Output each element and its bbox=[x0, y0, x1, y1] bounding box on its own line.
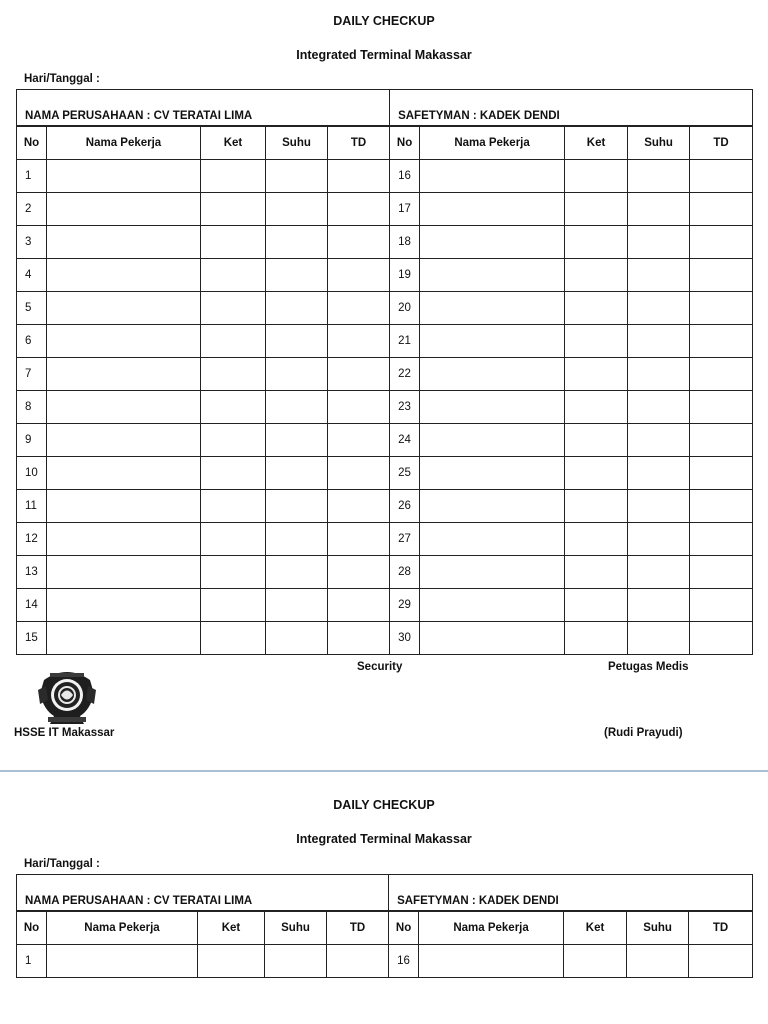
td-cell[interactable] bbox=[690, 490, 753, 523]
page-divider bbox=[0, 770, 768, 772]
td-cell[interactable] bbox=[690, 292, 753, 325]
col-header-no: No bbox=[390, 126, 420, 160]
td-cell[interactable] bbox=[328, 523, 390, 556]
worker-name-cell[interactable] bbox=[47, 325, 201, 358]
ket-cell[interactable] bbox=[201, 193, 266, 226]
suhu-cell[interactable] bbox=[628, 226, 690, 259]
row-number: 14 bbox=[17, 589, 47, 622]
suhu-cell[interactable] bbox=[266, 589, 328, 622]
ket-cell[interactable] bbox=[201, 556, 266, 589]
td-cell[interactable] bbox=[328, 391, 390, 424]
suhu-cell[interactable] bbox=[266, 193, 328, 226]
suhu-cell[interactable] bbox=[266, 325, 328, 358]
suhu-cell[interactable] bbox=[628, 325, 690, 358]
worker-name-cell[interactable] bbox=[47, 226, 201, 259]
row-number: 23 bbox=[390, 391, 420, 424]
worker-name-cell[interactable] bbox=[420, 292, 565, 325]
table-row bbox=[17, 556, 753, 589]
security-label: Security bbox=[357, 661, 403, 673]
ket-cell[interactable] bbox=[564, 945, 627, 978]
td-cell[interactable] bbox=[328, 292, 390, 325]
worker-name-cell[interactable] bbox=[420, 358, 565, 391]
ket-cell[interactable] bbox=[565, 259, 628, 292]
row-number: 10 bbox=[17, 457, 47, 490]
worker-name-cell[interactable] bbox=[419, 945, 564, 978]
worker-name-cell[interactable] bbox=[420, 457, 565, 490]
ket-cell[interactable] bbox=[565, 490, 628, 523]
worker-name-cell[interactable] bbox=[47, 490, 201, 523]
col-header-name: Nama Pekerja bbox=[419, 911, 564, 945]
row-number: 1 bbox=[17, 945, 47, 978]
td-cell[interactable] bbox=[327, 945, 389, 978]
td-cell[interactable] bbox=[328, 259, 390, 292]
suhu-cell[interactable] bbox=[266, 622, 328, 655]
td-cell[interactable] bbox=[328, 589, 390, 622]
col-header-suhu: Suhu bbox=[628, 126, 690, 160]
col-header-td: TD bbox=[328, 126, 390, 160]
td-cell[interactable] bbox=[690, 589, 753, 622]
table-row bbox=[17, 523, 753, 556]
row-number: 17 bbox=[390, 193, 420, 226]
suhu-cell[interactable] bbox=[266, 160, 328, 193]
worker-name-cell[interactable] bbox=[420, 325, 565, 358]
worker-name-cell[interactable] bbox=[47, 292, 201, 325]
td-cell[interactable] bbox=[690, 391, 753, 424]
row-number: 4 bbox=[17, 259, 47, 292]
td-cell[interactable] bbox=[690, 523, 753, 556]
medic-name: (Rudi Prayudi) bbox=[604, 727, 683, 739]
worker-name-cell[interactable] bbox=[420, 259, 565, 292]
td-cell[interactable] bbox=[690, 358, 753, 391]
worker-name-cell[interactable] bbox=[47, 457, 201, 490]
suhu-cell[interactable] bbox=[266, 457, 328, 490]
row-number: 20 bbox=[390, 292, 420, 325]
column-header-row bbox=[17, 911, 753, 945]
col-header-no: No bbox=[17, 126, 47, 160]
suhu-cell[interactable] bbox=[266, 226, 328, 259]
td-cell[interactable] bbox=[328, 325, 390, 358]
td-cell[interactable] bbox=[328, 226, 390, 259]
col-header-suhu: Suhu bbox=[627, 911, 689, 945]
row-number: 18 bbox=[390, 226, 420, 259]
td-cell[interactable] bbox=[690, 556, 753, 589]
row-number: 27 bbox=[390, 523, 420, 556]
td-cell[interactable] bbox=[328, 358, 390, 391]
row-number: 2 bbox=[17, 193, 47, 226]
td-cell[interactable] bbox=[690, 424, 753, 457]
row-number: 24 bbox=[390, 424, 420, 457]
ket-cell[interactable] bbox=[565, 358, 628, 391]
worker-name-cell[interactable] bbox=[47, 160, 201, 193]
ket-cell[interactable] bbox=[201, 160, 266, 193]
ket-cell[interactable] bbox=[565, 391, 628, 424]
td-cell[interactable] bbox=[689, 945, 753, 978]
worker-name-cell[interactable] bbox=[420, 424, 565, 457]
column-header-row bbox=[17, 126, 753, 160]
td-cell[interactable] bbox=[690, 622, 753, 655]
ket-cell[interactable] bbox=[565, 226, 628, 259]
company-label: NAMA PERUSAHAAN : CV TERATAI LIMA bbox=[17, 90, 390, 127]
hsse-emblem-icon bbox=[36, 664, 98, 726]
suhu-cell[interactable] bbox=[628, 490, 690, 523]
ket-cell[interactable] bbox=[565, 622, 628, 655]
col-header-ket: Ket bbox=[198, 911, 265, 945]
worker-name-cell[interactable] bbox=[420, 226, 565, 259]
date-label: Hari/Tanggal : bbox=[24, 73, 100, 85]
suhu-cell[interactable] bbox=[266, 391, 328, 424]
ket-cell[interactable] bbox=[565, 556, 628, 589]
row-number: 8 bbox=[17, 391, 47, 424]
checkup-sheet-2 bbox=[0, 774, 768, 1024]
td-cell[interactable] bbox=[328, 490, 390, 523]
row-number: 29 bbox=[390, 589, 420, 622]
ket-cell[interactable] bbox=[201, 457, 266, 490]
suhu-cell[interactable] bbox=[266, 490, 328, 523]
table-row bbox=[17, 325, 753, 358]
row-number: 12 bbox=[17, 523, 47, 556]
company-label: NAMA PERUSAHAAN : CV TERATAI LIMA bbox=[17, 875, 389, 912]
worker-name-cell[interactable] bbox=[420, 160, 565, 193]
suhu-cell[interactable] bbox=[628, 358, 690, 391]
row-number: 30 bbox=[390, 622, 420, 655]
ket-cell[interactable] bbox=[201, 424, 266, 457]
row-number: 3 bbox=[17, 226, 47, 259]
safetyman-label: SAFETYMAN : KADEK DENDI bbox=[389, 875, 753, 912]
company-row bbox=[17, 90, 753, 127]
sheet-title: DAILY CHECKUP bbox=[333, 798, 435, 812]
table-row bbox=[17, 424, 753, 457]
ket-cell[interactable] bbox=[565, 160, 628, 193]
sheet-title: DAILY CHECKUP bbox=[333, 14, 435, 28]
td-cell[interactable] bbox=[690, 226, 753, 259]
col-header-ket: Ket bbox=[201, 126, 266, 160]
td-cell[interactable] bbox=[328, 457, 390, 490]
date-label: Hari/Tanggal : bbox=[24, 858, 100, 870]
suhu-cell[interactable] bbox=[628, 193, 690, 226]
suhu-cell[interactable] bbox=[628, 556, 690, 589]
worker-name-cell[interactable] bbox=[47, 589, 201, 622]
ket-cell[interactable] bbox=[201, 490, 266, 523]
ket-cell[interactable] bbox=[565, 424, 628, 457]
worker-name-cell[interactable] bbox=[420, 589, 565, 622]
worker-name-cell[interactable] bbox=[47, 259, 201, 292]
ket-cell[interactable] bbox=[565, 523, 628, 556]
sheet-subtitle: Integrated Terminal Makassar bbox=[296, 48, 472, 62]
ket-cell[interactable] bbox=[565, 292, 628, 325]
medic-label: Petugas Medis bbox=[608, 661, 689, 673]
suhu-cell[interactable] bbox=[266, 556, 328, 589]
worker-name-cell[interactable] bbox=[420, 556, 565, 589]
table-row bbox=[17, 259, 753, 292]
row-number: 16 bbox=[390, 160, 420, 193]
row-number: 22 bbox=[390, 358, 420, 391]
col-header-td: TD bbox=[689, 911, 753, 945]
col-header-td: TD bbox=[327, 911, 389, 945]
table-row bbox=[17, 292, 753, 325]
ket-cell[interactable] bbox=[565, 457, 628, 490]
row-number: 5 bbox=[17, 292, 47, 325]
suhu-cell[interactable] bbox=[628, 424, 690, 457]
worker-name-cell[interactable] bbox=[47, 391, 201, 424]
row-number: 21 bbox=[390, 325, 420, 358]
td-cell[interactable] bbox=[328, 160, 390, 193]
row-number: 6 bbox=[17, 325, 47, 358]
ket-cell[interactable] bbox=[201, 358, 266, 391]
col-header-td: TD bbox=[690, 126, 753, 160]
suhu-cell[interactable] bbox=[628, 259, 690, 292]
table-row bbox=[17, 358, 753, 391]
checkup-table bbox=[16, 874, 753, 978]
col-header-no: No bbox=[389, 911, 419, 945]
table-row bbox=[17, 457, 753, 490]
suhu-cell[interactable] bbox=[628, 457, 690, 490]
row-number: 9 bbox=[17, 424, 47, 457]
company-row bbox=[17, 875, 753, 912]
row-number: 28 bbox=[390, 556, 420, 589]
suhu-cell[interactable] bbox=[628, 292, 690, 325]
suhu-cell[interactable] bbox=[628, 622, 690, 655]
ket-cell[interactable] bbox=[565, 589, 628, 622]
table-row bbox=[17, 622, 753, 655]
td-cell[interactable] bbox=[690, 259, 753, 292]
row-number: 7 bbox=[17, 358, 47, 391]
row-number: 16 bbox=[389, 945, 419, 978]
row-number: 13 bbox=[17, 556, 47, 589]
suhu-cell[interactable] bbox=[628, 589, 690, 622]
ket-cell[interactable] bbox=[201, 589, 266, 622]
suhu-cell[interactable] bbox=[266, 523, 328, 556]
worker-name-cell[interactable] bbox=[47, 622, 201, 655]
suhu-cell[interactable] bbox=[628, 391, 690, 424]
worker-name-cell[interactable] bbox=[47, 523, 201, 556]
ket-cell[interactable] bbox=[201, 325, 266, 358]
ket-cell[interactable] bbox=[201, 259, 266, 292]
suhu-cell[interactable] bbox=[265, 945, 327, 978]
col-header-suhu: Suhu bbox=[266, 126, 328, 160]
worker-name-cell[interactable] bbox=[420, 490, 565, 523]
suhu-cell[interactable] bbox=[266, 259, 328, 292]
col-header-name: Nama Pekerja bbox=[420, 126, 565, 160]
suhu-cell[interactable] bbox=[266, 292, 328, 325]
ket-cell[interactable] bbox=[201, 622, 266, 655]
table-row bbox=[17, 490, 753, 523]
ket-cell[interactable] bbox=[565, 325, 628, 358]
suhu-cell[interactable] bbox=[266, 424, 328, 457]
col-header-name: Nama Pekerja bbox=[47, 126, 201, 160]
worker-name-cell[interactable] bbox=[420, 391, 565, 424]
td-cell[interactable] bbox=[690, 193, 753, 226]
sheet-subtitle: Integrated Terminal Makassar bbox=[296, 832, 472, 846]
table-row bbox=[17, 391, 753, 424]
row-number: 1 bbox=[17, 160, 47, 193]
row-number: 26 bbox=[390, 490, 420, 523]
col-header-suhu: Suhu bbox=[265, 911, 327, 945]
td-cell[interactable] bbox=[690, 457, 753, 490]
worker-name-cell[interactable] bbox=[420, 193, 565, 226]
safetyman-label: SAFETYMAN : KADEK DENDI bbox=[390, 90, 753, 127]
td-cell[interactable] bbox=[328, 424, 390, 457]
table-row bbox=[17, 160, 753, 193]
table-row bbox=[17, 945, 753, 978]
table-row bbox=[17, 226, 753, 259]
worker-name-cell[interactable] bbox=[420, 523, 565, 556]
worker-name-cell[interactable] bbox=[47, 556, 201, 589]
ket-cell[interactable] bbox=[565, 193, 628, 226]
worker-name-cell[interactable] bbox=[47, 424, 201, 457]
td-cell[interactable] bbox=[328, 622, 390, 655]
td-cell[interactable] bbox=[690, 160, 753, 193]
ket-cell[interactable] bbox=[201, 292, 266, 325]
ket-cell[interactable] bbox=[201, 226, 266, 259]
row-number: 15 bbox=[17, 622, 47, 655]
worker-name-cell[interactable] bbox=[47, 358, 201, 391]
worker-name-cell[interactable] bbox=[47, 193, 201, 226]
td-cell[interactable] bbox=[328, 193, 390, 226]
ket-cell[interactable] bbox=[198, 945, 265, 978]
suhu-cell[interactable] bbox=[627, 945, 689, 978]
worker-name-cell[interactable] bbox=[420, 622, 565, 655]
org-label: HSSE IT Makassar bbox=[14, 727, 115, 739]
td-cell[interactable] bbox=[328, 556, 390, 589]
td-cell[interactable] bbox=[690, 325, 753, 358]
ket-cell[interactable] bbox=[201, 523, 266, 556]
col-header-ket: Ket bbox=[564, 911, 627, 945]
suhu-cell[interactable] bbox=[628, 523, 690, 556]
checkup-table bbox=[16, 89, 753, 655]
row-number: 19 bbox=[390, 259, 420, 292]
ket-cell[interactable] bbox=[201, 391, 266, 424]
row-number: 25 bbox=[390, 457, 420, 490]
col-header-name: Nama Pekerja bbox=[47, 911, 198, 945]
table-row bbox=[17, 193, 753, 226]
suhu-cell[interactable] bbox=[628, 160, 690, 193]
row-number: 11 bbox=[17, 490, 47, 523]
col-header-ket: Ket bbox=[565, 126, 628, 160]
suhu-cell[interactable] bbox=[266, 358, 328, 391]
worker-name-cell[interactable] bbox=[47, 945, 198, 978]
table-row bbox=[17, 589, 753, 622]
col-header-no: No bbox=[17, 911, 47, 945]
